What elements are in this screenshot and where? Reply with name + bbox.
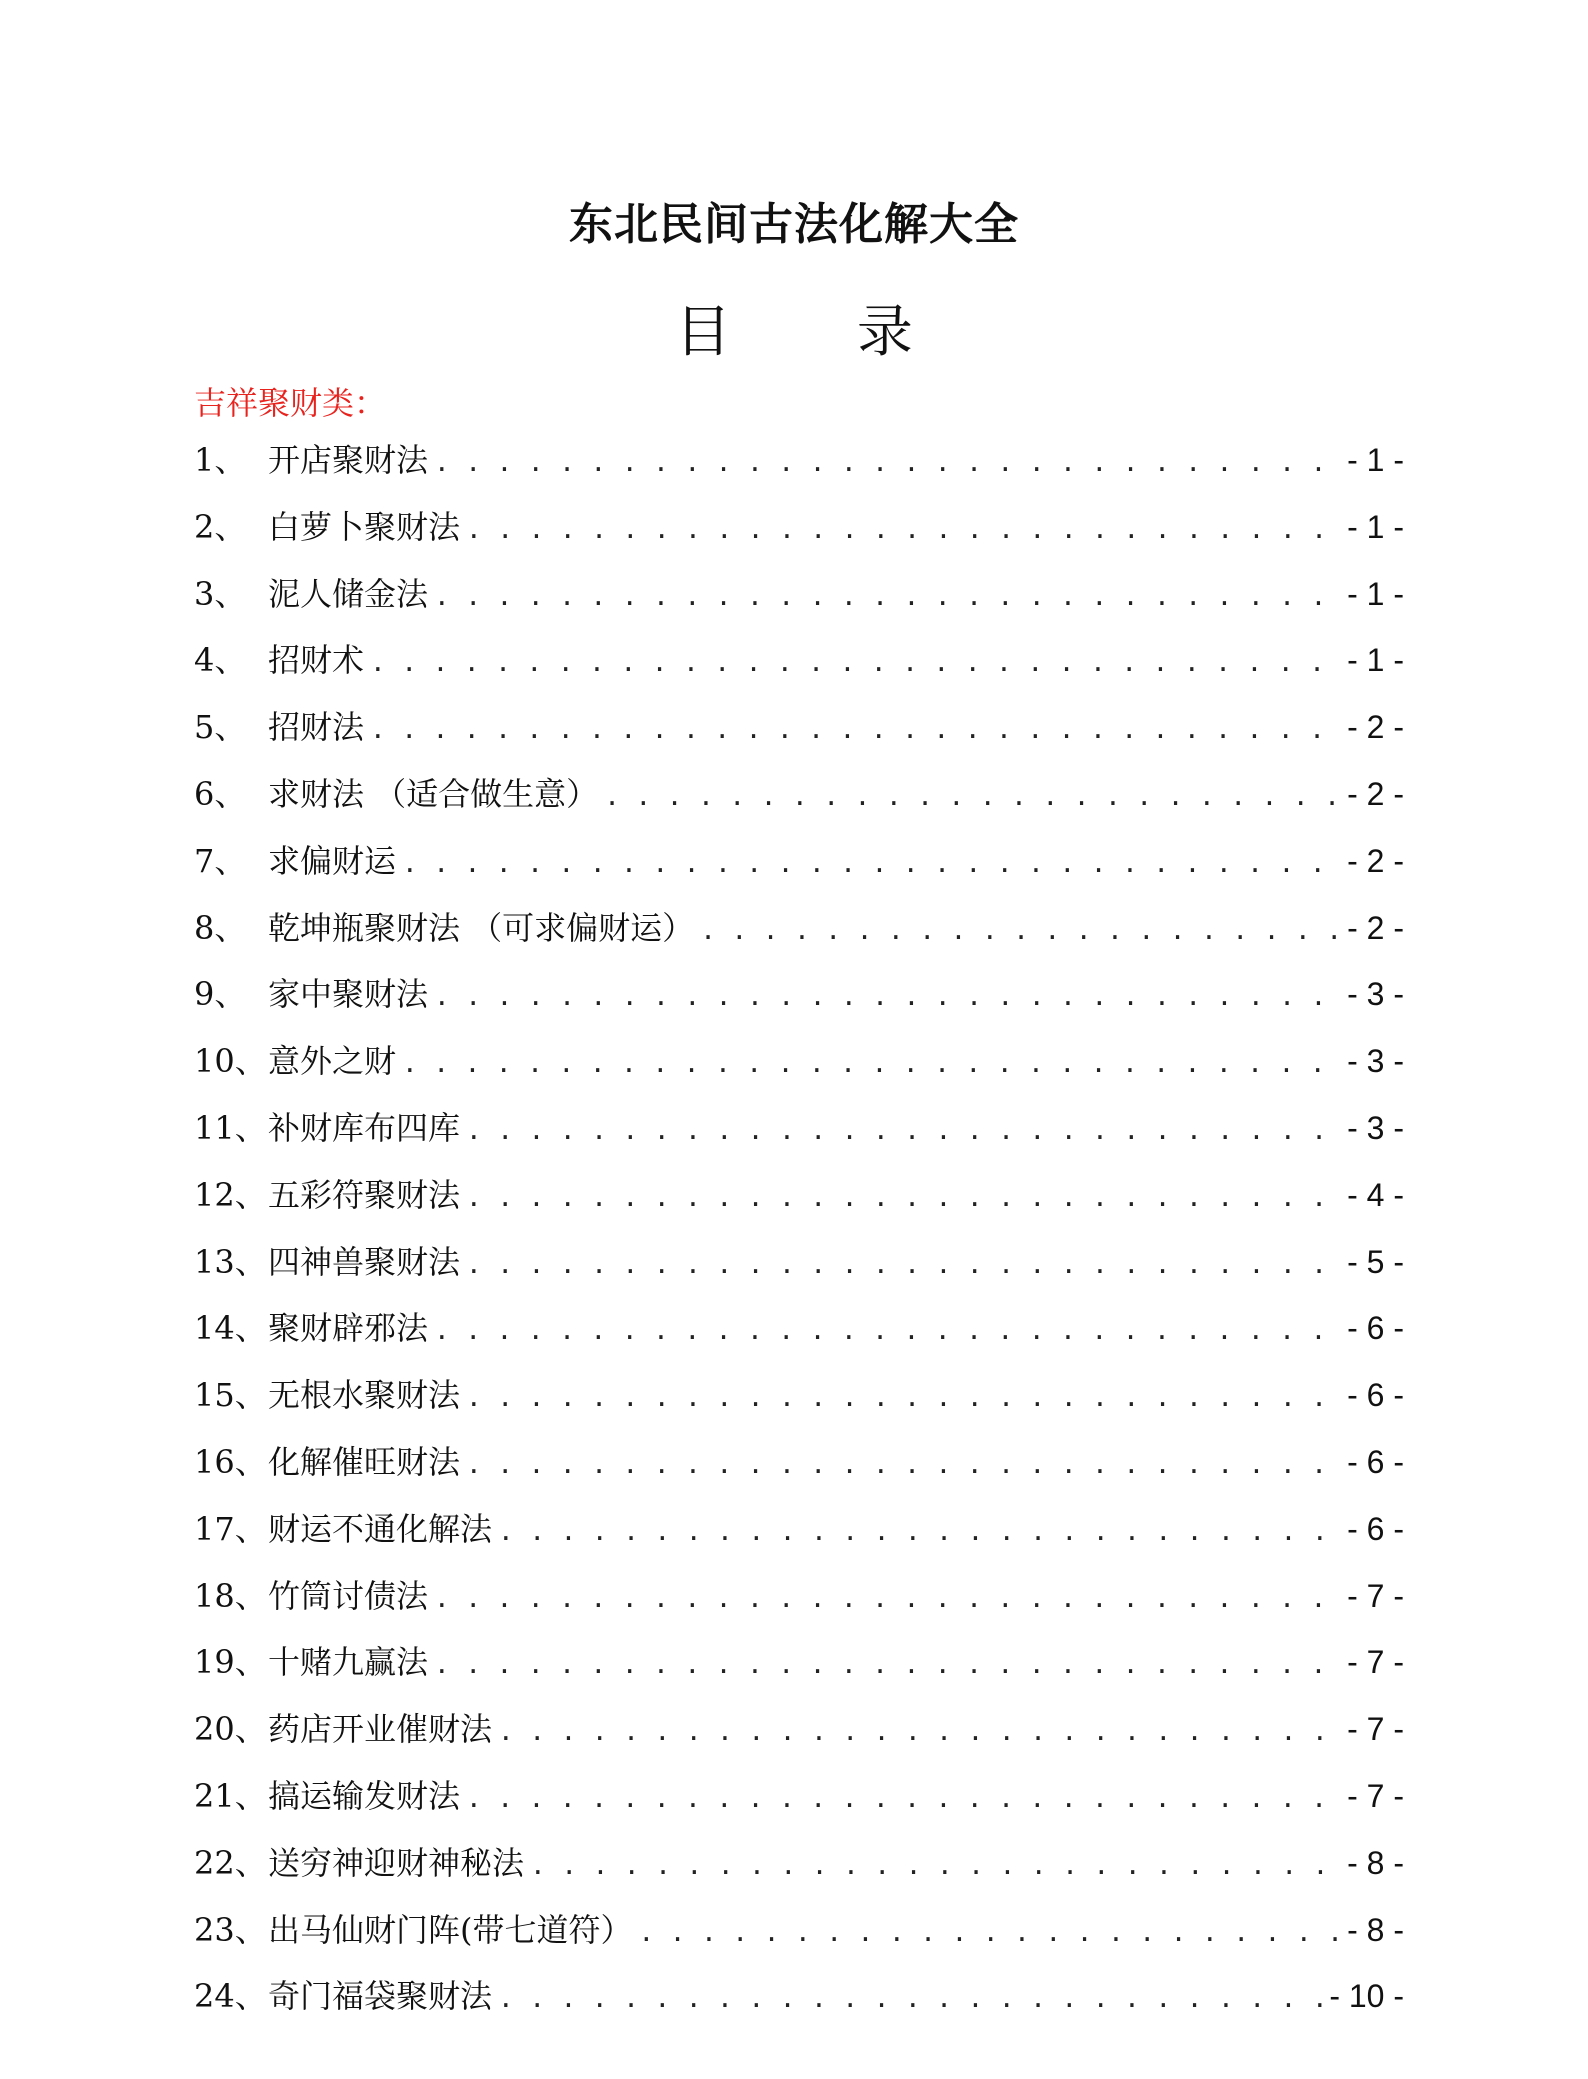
toc-entry-title: 补财库布四库	[268, 1108, 461, 1147]
toc-entry-page-number: - 1 -	[1347, 575, 1404, 612]
toc-entry-number: 8、	[194, 908, 247, 947]
toc-entry-number: 16、	[194, 1442, 267, 1481]
toc-entry-title: 十赌九赢法	[268, 1643, 429, 1682]
toc-entry-title: 出马仙财门阵(带七道符）	[268, 1910, 633, 1949]
document-title: 东北民间古法化解大全	[569, 199, 1019, 250]
toc-entry-number: 15、	[194, 1376, 267, 1415]
toc-entry-number: 24、	[194, 1977, 267, 2016]
toc-entry[interactable]	[194, 569, 1404, 636]
toc-entry[interactable]	[194, 1771, 1404, 1838]
toc-entry-number: 7、	[194, 841, 247, 880]
toc-entry-page-number: - 1 -	[1347, 442, 1404, 478]
toc-entry-title: 奇门福袋聚财法	[268, 1977, 493, 2016]
toc-entry-page-number: - 5 -	[1347, 1243, 1404, 1280]
toc-entry[interactable]	[194, 1905, 1404, 1972]
toc-dot-leader	[434, 448, 1343, 478]
toc-entry-number: 2、	[194, 507, 247, 546]
toc-entry-number: 13、	[194, 1242, 267, 1281]
toc-entry-number: 1、	[194, 441, 247, 479]
toc-entry[interactable]	[194, 435, 1404, 502]
toc-entry-title: 竹筒讨债法	[268, 1576, 429, 1615]
toc-dot-leader	[604, 782, 1343, 812]
toc-entry-page-number: - 1 -	[1347, 642, 1404, 679]
toc-entry[interactable]	[194, 1838, 1404, 1905]
toc-dot-leader	[370, 715, 1343, 745]
toc-entry-title: 搞运输发财法	[268, 1776, 461, 1815]
toc-entry-number: 14、	[194, 1309, 267, 1348]
toc-entry-page-number: - 6 -	[1347, 1377, 1404, 1414]
toc-entry[interactable]	[194, 1036, 1404, 1103]
toc-entry-number: 6、	[194, 774, 247, 813]
toc-entry-page-number: - 3 -	[1347, 1109, 1404, 1146]
toc-dot-leader	[498, 1717, 1343, 1747]
toc-entry-page-number: - 7 -	[1347, 1644, 1404, 1681]
toc-entry[interactable]	[194, 1504, 1404, 1571]
toc-entry-number: 17、	[194, 1509, 267, 1548]
toc-dot-leader	[530, 1851, 1343, 1881]
toc-entry-page-number: - 2 -	[1347, 775, 1404, 812]
toc-entry-title: 白萝卜聚财法	[268, 507, 461, 546]
toc-entry-title: 聚财辟邪法	[268, 1309, 429, 1348]
toc-entry-page-number: - 8 -	[1347, 1911, 1404, 1948]
toc-entry[interactable]	[194, 969, 1404, 1036]
toc-entry-number: 5、	[194, 708, 247, 747]
toc-entry[interactable]	[194, 1437, 1404, 1504]
toc-list	[194, 435, 1404, 2038]
toc-dot-leader	[434, 1316, 1343, 1346]
toc-entry-title: 四神兽聚财法	[268, 1242, 461, 1281]
toc-dot-leader	[498, 1517, 1343, 1547]
toc-entry-page-number: - 1 -	[1347, 508, 1404, 545]
toc-entry-page-number: - 10 -	[1329, 1978, 1404, 2015]
toc-heading: 目 录	[675, 300, 967, 365]
toc-entry-page-number: - 8 -	[1347, 1844, 1404, 1881]
toc-entry-page-number: - 3 -	[1347, 1043, 1404, 1080]
toc-entry[interactable]	[194, 1571, 1404, 1638]
toc-entry-number: 21、	[194, 1776, 267, 1815]
toc-dot-leader	[370, 648, 1343, 678]
toc-entry-page-number: - 2 -	[1347, 709, 1404, 746]
section-heading: 吉祥聚财类：	[194, 384, 387, 422]
toc-dot-leader	[434, 1584, 1343, 1614]
toc-entry-title: 泥人储金法	[268, 574, 429, 613]
toc-entry-number: 10、	[194, 1042, 267, 1081]
toc-entry[interactable]	[194, 1971, 1404, 2038]
toc-entry-title: 乾坤瓶聚财法 （可求偏财运）	[268, 908, 695, 947]
toc-entry[interactable]	[194, 1237, 1404, 1304]
toc-entry-number: 19、	[194, 1643, 267, 1682]
toc-entry[interactable]	[194, 903, 1404, 970]
toc-dot-leader	[402, 849, 1343, 879]
toc-entry-title: 开店聚财法	[268, 441, 429, 479]
toc-entry-page-number: - 7 -	[1347, 1577, 1404, 1614]
toc-entry-title: 求财法 （适合做生意）	[268, 774, 599, 813]
toc-entry-title: 招财术	[268, 641, 365, 680]
toc-entry[interactable]	[194, 1370, 1404, 1437]
toc-dot-leader	[466, 1383, 1343, 1413]
toc-entry-number: 18、	[194, 1576, 267, 1615]
toc-entry-number: 4、	[194, 641, 247, 680]
toc-entry-page-number: - 7 -	[1347, 1711, 1404, 1748]
toc-dot-leader	[700, 916, 1343, 946]
toc-entry-title: 意外之财	[268, 1042, 397, 1081]
toc-dot-leader	[466, 1784, 1343, 1814]
toc-entry-number: 11、	[194, 1108, 267, 1147]
toc-entry-page-number: - 2 -	[1347, 909, 1404, 946]
toc-entry-number: 12、	[194, 1175, 267, 1214]
toc-dot-leader	[434, 582, 1343, 612]
toc-dot-leader	[466, 1183, 1343, 1213]
toc-entry-title: 求偏财运	[268, 841, 397, 880]
toc-entry-page-number: - 6 -	[1347, 1510, 1404, 1547]
toc-entry-page-number: - 7 -	[1347, 1777, 1404, 1814]
toc-entry-title: 家中聚财法	[268, 975, 429, 1014]
toc-dot-leader	[434, 982, 1343, 1012]
toc-entry-number: 22、	[194, 1843, 267, 1882]
toc-entry-title: 送穷神迎财神秘法	[268, 1843, 525, 1882]
toc-entry[interactable]	[194, 702, 1404, 769]
toc-entry-title: 无根水聚财法	[268, 1376, 461, 1415]
toc-entry-number: 23、	[194, 1910, 267, 1949]
toc-entry[interactable]	[194, 1637, 1404, 1704]
toc-dot-leader	[466, 1250, 1343, 1280]
toc-dot-leader	[639, 1918, 1344, 1948]
toc-entry-page-number: - 4 -	[1347, 1176, 1404, 1213]
toc-dot-leader	[434, 1650, 1343, 1680]
toc-entry[interactable]	[194, 635, 1404, 702]
toc-entry-title: 药店开业催财法	[268, 1710, 493, 1749]
toc-dot-leader	[466, 515, 1343, 545]
toc-entry[interactable]	[194, 1303, 1404, 1370]
toc-entry-number: 20、	[194, 1710, 267, 1749]
toc-entry-title: 财运不通化解法	[268, 1509, 493, 1548]
toc-entry[interactable]	[194, 1704, 1404, 1771]
toc-entry[interactable]	[194, 1103, 1404, 1170]
toc-entry[interactable]	[194, 769, 1404, 836]
toc-entry-page-number: - 6 -	[1347, 1310, 1404, 1347]
toc-dot-leader	[466, 1450, 1343, 1480]
toc-entry[interactable]	[194, 836, 1404, 903]
toc-entry-title: 招财法	[268, 708, 365, 747]
toc-entry[interactable]	[194, 1170, 1404, 1237]
toc-entry-number: 9、	[194, 975, 247, 1014]
toc-entry-number: 3、	[194, 574, 247, 613]
toc-dot-leader	[402, 1049, 1343, 1079]
toc-dot-leader	[466, 1116, 1343, 1146]
toc-entry-page-number: - 6 -	[1347, 1443, 1404, 1480]
toc-entry[interactable]	[194, 502, 1404, 569]
toc-entry-page-number: - 3 -	[1347, 976, 1404, 1013]
toc-entry-title: 化解催旺财法	[268, 1442, 461, 1481]
toc-entry-page-number: - 2 -	[1347, 842, 1404, 879]
toc-entry-title: 五彩符聚财法	[268, 1175, 461, 1214]
toc-dot-leader	[498, 1984, 1325, 2014]
